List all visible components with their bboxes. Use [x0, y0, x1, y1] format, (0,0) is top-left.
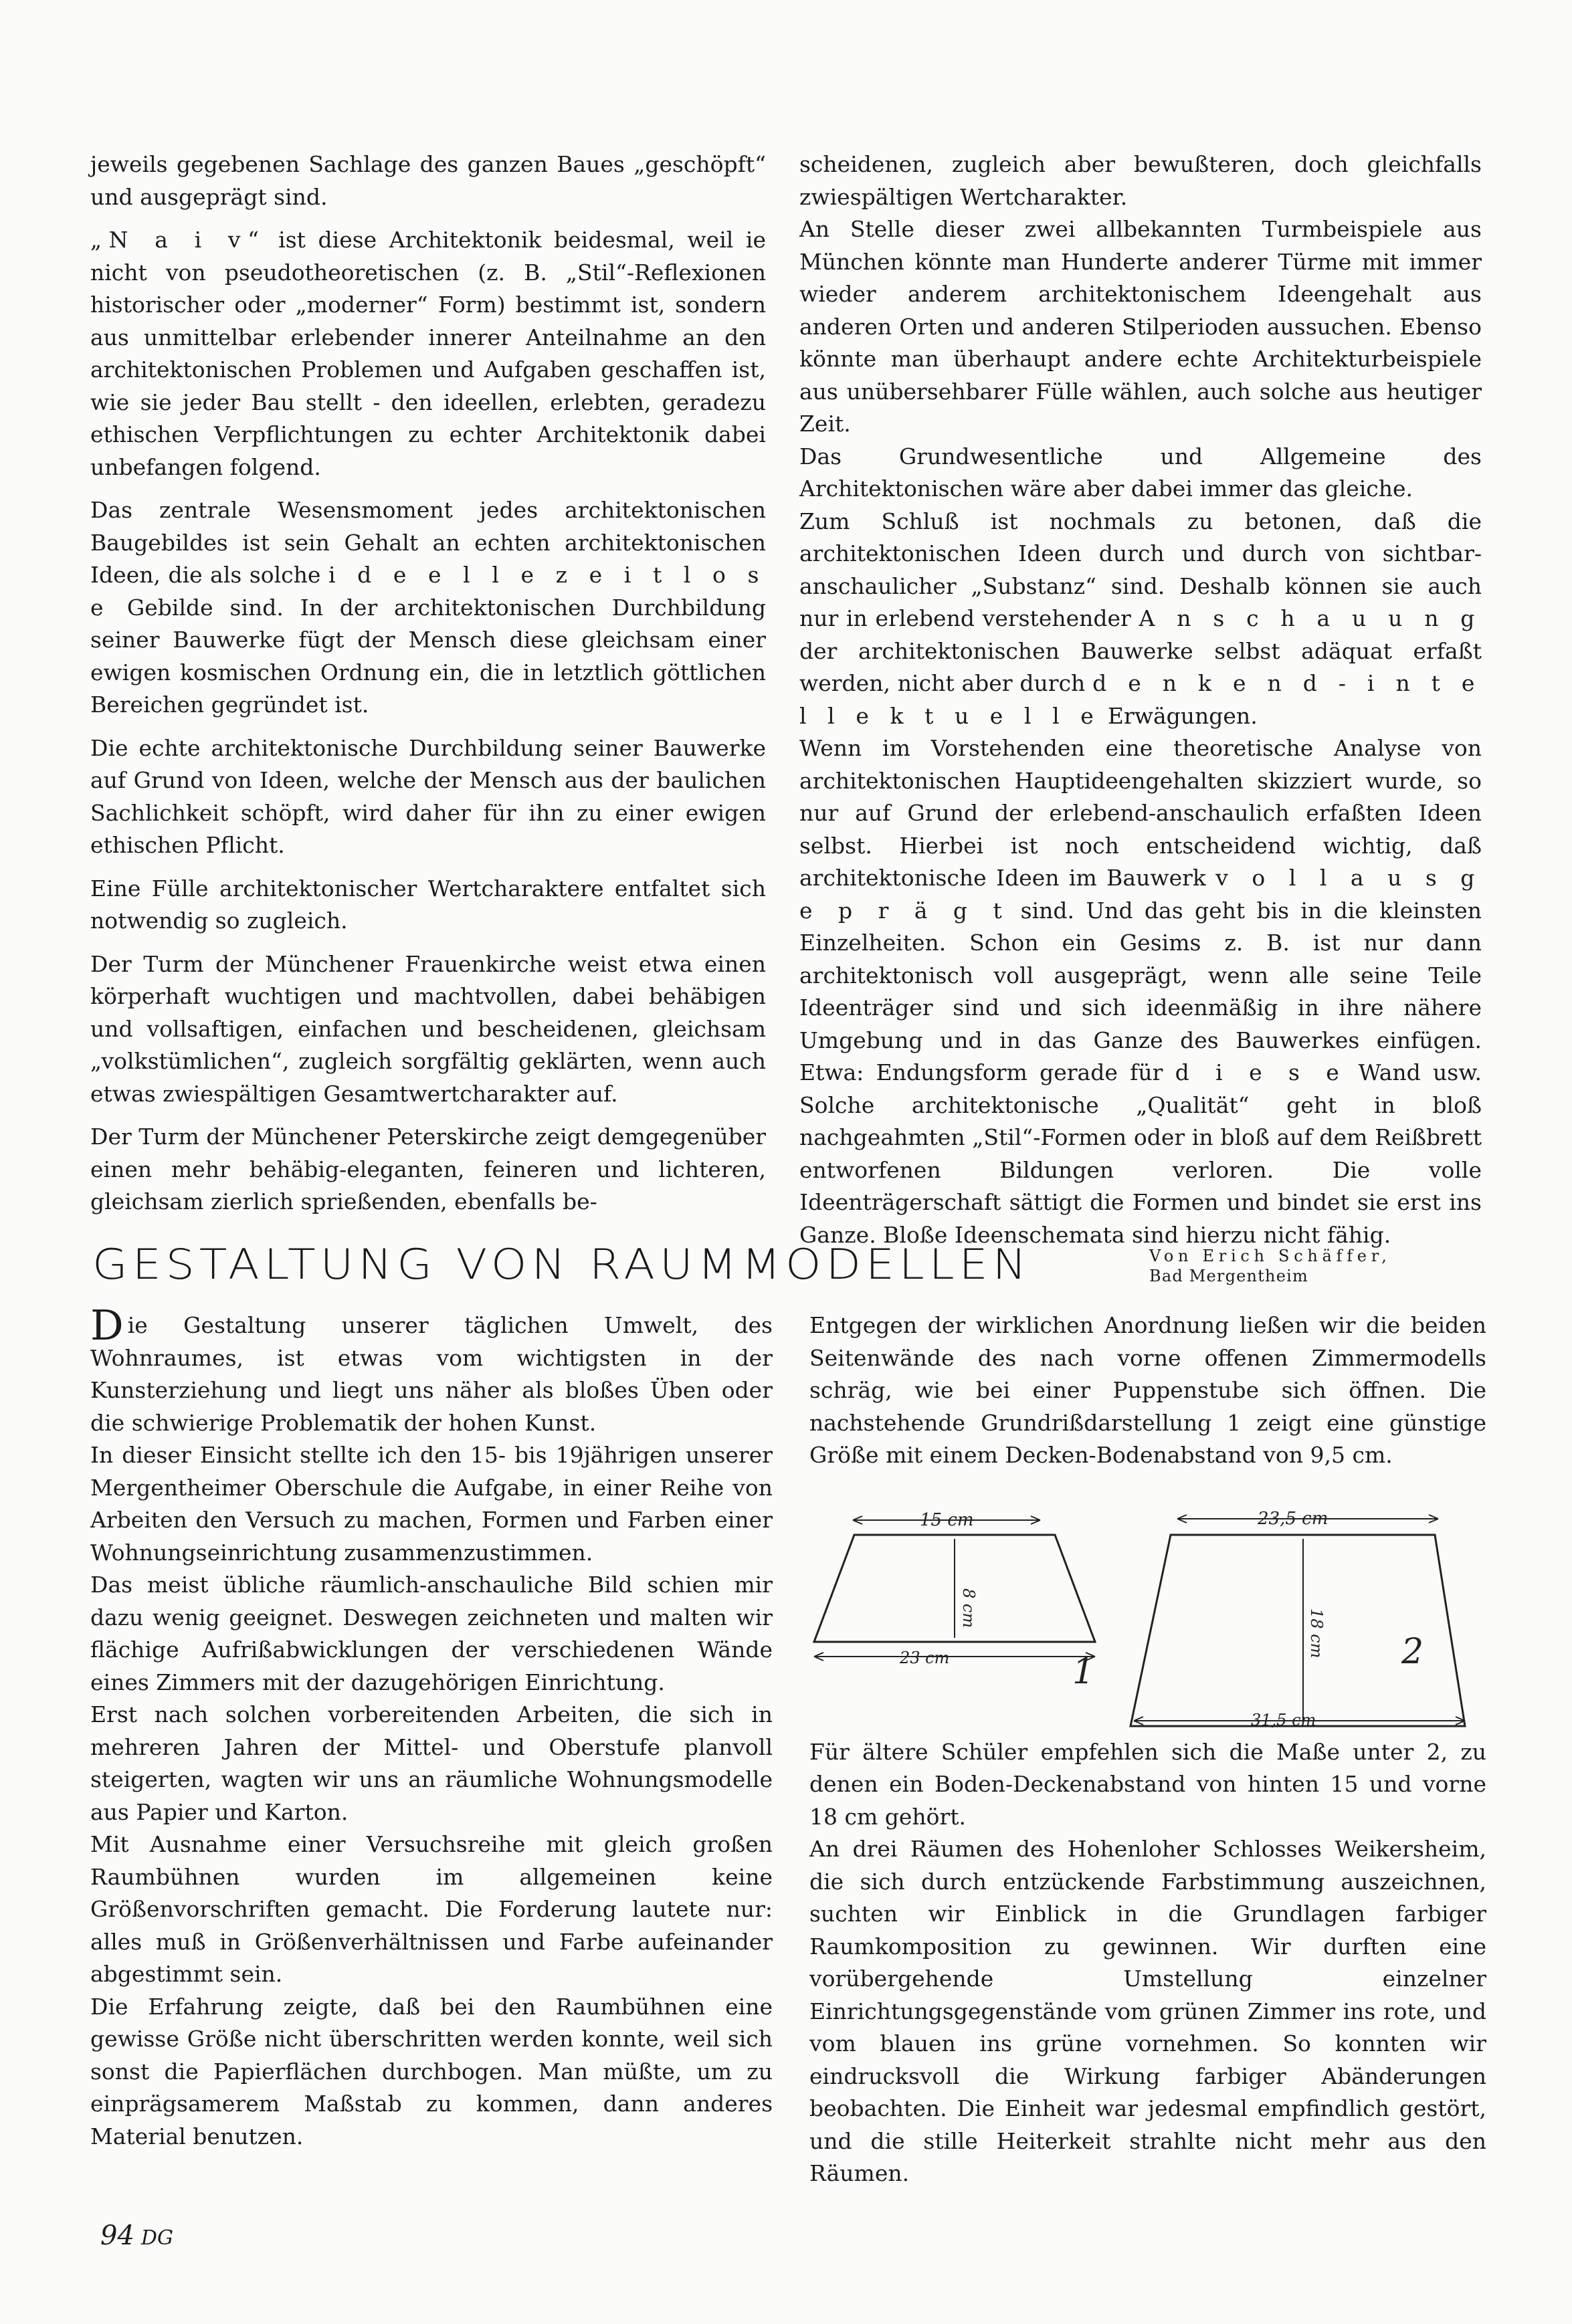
- floor-plan-drawing: [813, 1508, 1488, 1735]
- paragraph: Die Gestaltung unserer täglichen Umwelt, des Wohnraumes, ist etwas vom wichtigsten in der Kunsterziehung und liegt uns näher als bloßes Üben oder die schwierige Problematik der hohen Kunst.: [90, 1301, 773, 1436]
- paragraph: „N a i v“ ist diese Architektonik beidesmal, weil ie nicht von pseudotheoretischen (z. B. „Stil“-Reflexionen historischer oder „moderner“ Form) bestimmt ist, sondern aus unmittelbar erlebender innerer Anteilnahme an den architektonischen Problemen und Aufgaben geschaffen ist, wie sie jeder Bau stellt - den ideellen, erlebten, geradezu ethischen Verpflichtungen zu echter Architektonik dabei unbefangen folgend.: [90, 227, 766, 480]
- paragraph: jeweils gegebenen Sachlage des ganzen Baues „geschöpft“ und ausgeprägt sind.: [90, 151, 766, 210]
- paragraph: Erst nach solchen vorbereitenden Arbeiten, die sich in mehreren Jahren der Mittel- und Oberstufe planvoll steigerten, wagten wir uns an räumliche Wohnungsmodelle aus Papier und Karton.: [90, 1701, 773, 1825]
- paragraph: Zum Schluß ist nochmals zu betonen, daß die architektonischen Ideen durch und durch von sichtbar-anschaulicher „Substanz“ sind. Deshalb können sie auch nur in erlebend verstehender A n s c h a u u n g der architektonischen Bauwerke selbst adäquat erfaßt werden, nicht aber durch d e n k e n d - i n t e l l e k t u e l l e Erwägungen.: [799, 508, 1482, 729]
- journal-mark: DG: [140, 2226, 173, 2250]
- plan-2-outline: [1131, 1535, 1465, 1726]
- paragraph: Der Turm der Münchener Peterskirche zeigt demgegenüber einen mehr behäbig-eleganten, feineren und lichteren, gleichsam zierlich sprießenden, ebenfalls be-: [90, 1124, 766, 1214]
- plan-2-number: 2: [1401, 1632, 1424, 1672]
- plan-1-bottom-label: 23 cm: [900, 1649, 950, 1667]
- byline-author: Von Erich Schäffer,: [1149, 1247, 1391, 1265]
- byline-place: Bad Mergentheim: [1149, 1267, 1308, 1285]
- paragraph: scheidenen, zugleich aber bewußteren, doch gleichfalls zwiespältigen Wertcharakter.: [799, 151, 1482, 210]
- floor-plan-figure: [813, 1508, 1488, 1735]
- paragraph: Eine Fülle architektonischer Wertcharaktere entfaltet sich notwendig so zugleich.: [90, 875, 766, 934]
- plan-1-number: 1: [1072, 1652, 1095, 1692]
- plan-2-top-label: 23,5 cm: [1258, 1509, 1329, 1529]
- drop-cap: D: [90, 1301, 124, 1350]
- paragraph: In dieser Einsicht stellte ich den 15- bis 19jährigen unserer Mergentheimer Oberschule die Aufgabe, in einer Reihe von Arbeiten den Versuch zu machen, Formen und Farben einer Wohnungseinrichtung zusammenzustimmen.: [90, 1442, 773, 1566]
- paragraph: Entgegen der wirklichen Anordnung ließen wir die beiden Seitenwände des nach vorne offenen Zimmermodells schräg, wie bei einer Puppenstube sich öffnen. Die nachstehende Grundrißdarstellung 1 zeigt eine günstige Größe mit einem Decken-Bodenabstand von 9,5 cm.: [809, 1312, 1486, 1468]
- paragraph: An Stelle dieser zwei allbekannten Turmbeispiele aus München könnte man Hunderte anderer Türme mit immer wieder anderem architektonischem Ideengehalt aus anderen Orten und anderen Stilperioden aussuchen. Ebenso könnte man überhaupt andere echte Architekturbeispiele aus unübersehbarer Fülle wählen, auch solche aus heutiger Zeit.: [799, 216, 1482, 437]
- paragraph: An drei Räumen des Hohenloher Schlosses Weikersheim, die sich durch entzückende Farbstimmung auszeichnen, suchten wir Einblick in die Grundlagen farbiger Raumkomposition zu gewinnen. Wir durften eine vorübergehende Umstellung einzelner Einrichtungsgegenstände vom grünen Zimmer ins rote, und vom blauen ins grüne vornehmen. So konnten wir eindrucksvoll die Wirkung farbiger Abänderungen beobachten. Die Einheit war jedesmal empfindlich gestört, und die stille Heiterkeit strahlte nicht mehr aus den Räumen.: [809, 1836, 1486, 2186]
- paragraph: Für ältere Schüler empfehlen sich die Maße unter 2, zu denen ein Boden-Deckenabstand von hinten 15 und vorne 18 cm gehört.: [809, 1738, 1486, 1830]
- plan-1-top-label: 15 cm: [920, 1510, 974, 1530]
- paragraph: Das Grundwesentliche und Allgemeine des Architektonischen wäre aber dabei immer das gleiche.: [799, 443, 1482, 502]
- paragraph: Die echte architektonische Durchbildung seiner Bauwerke auf Grund von Ideen, welche der Mensch aus der baulichen Sachlichkeit schöpft, wird daher für ihn zu einer ewigen ethischen Pflicht.: [90, 734, 766, 858]
- page-number: 94: [100, 2220, 134, 2251]
- page-footer: [100, 2220, 173, 2251]
- column-bottom-left: [90, 1301, 773, 2153]
- column-top-left: [90, 148, 766, 1229]
- plan-2-bottom-label: 31,5 cm: [1251, 1711, 1316, 1729]
- paragraph: Mit Ausnahme einer Versuchsreihe mit gleich großen Raumbühnen wurden im allgemeinen keine Größenvorschriften gemacht. Die Forderung lautete nur: alles muß in Größenverhältnissen und Farbe aufeinander abgestimmt sein.: [90, 1831, 773, 1987]
- paragraph: Die Erfahrung zeigte, daß bei den Raumbühnen eine gewisse Größe nicht überschritten werden konnte, weil sich sonst die Papierflächen durchbogen. Man müßte, um zu einprägsamerem Maßstab zu kommen, dann anderes Material benutzen.: [90, 1993, 773, 2149]
- paragraph: Wenn im Vorstehenden eine theoretische Analyse von architektonischen Hauptideengehalten skizziert wurde, so nur auf Grund der erlebend-anschaulich erfaßten Ideen selbst. Hierbei ist noch entscheidend wichtig, daß architektonische Ideen im Bauwerk v o l l a u s g e p r ä g t sind. Und das geht bis in die kleinsten Einzelheiten. Schon ein Gesims z. B. ist nur dann architektonisch voll ausgeprägt, wenn alle seine Teile Ideenträger sind und sich ideenmäßig in ihre nähere Umgebung und in das Ganze des Bauwerkes einfügen. Etwa: Endungsform gerade für d i e s e Wand usw. Solche architektonische „Qualität“ geht in bloß nachgeahmten „Stil“-Formen oder in bloß auf dem Reißbrett entworfenen Bildungen verloren. Die volle Ideenträgerschaft sättigt die Formen und bindet sie erst ins Ganze. Bloße Ideenschemata sind hierzu nicht fähig.: [799, 735, 1482, 1248]
- paragraph: Der Turm der Münchener Frauenkirche weist etwa einen körperhaft wuchtigen und machtvollen, dabei behäbigen und vollsaftigen, einfachen und bescheidenen, gleichsam „volkstümlichen“, zugleich sorgfältig geklärten, wenn auch etwas zwiespältigen Gesamtwertcharakter auf.: [90, 950, 766, 1107]
- plan-2-height-label: 18 cm: [1307, 1608, 1326, 1659]
- paragraph: Das meist übliche räumlich-anschauliche Bild schien mir dazu wenig geeignet. Deswegen zeichneten und malten wir flächige Aufrißabwicklungen der verschiedenen Wände eines Zimmers mit der dazugehörigen Einrichtung.: [90, 1572, 773, 1695]
- plan-1-height-label: 8 cm: [959, 1588, 978, 1628]
- byline: [1149, 1246, 1391, 1286]
- column-top-right: [799, 148, 1482, 1251]
- article-title: GESTALTUNG VON RAUMMODELLEN: [92, 1241, 1031, 1289]
- column-bottom-right: [809, 1309, 1486, 2190]
- article-header: [92, 1241, 1497, 1294]
- paragraph: Das zentrale Wesensmoment jedes architektonischen Baugebildes ist sein Gehalt an echten architektonischen Ideen, die als solche i d e e l l e z e i t l o s e Gebilde sind. In der architektonischen Durchbildung seiner Bauwerke fügt der Mensch diese gleichsam einer ewigen kosmischen Ordnung ein, die in letztlich göttlichen Bereichen gegründet ist.: [90, 497, 766, 718]
